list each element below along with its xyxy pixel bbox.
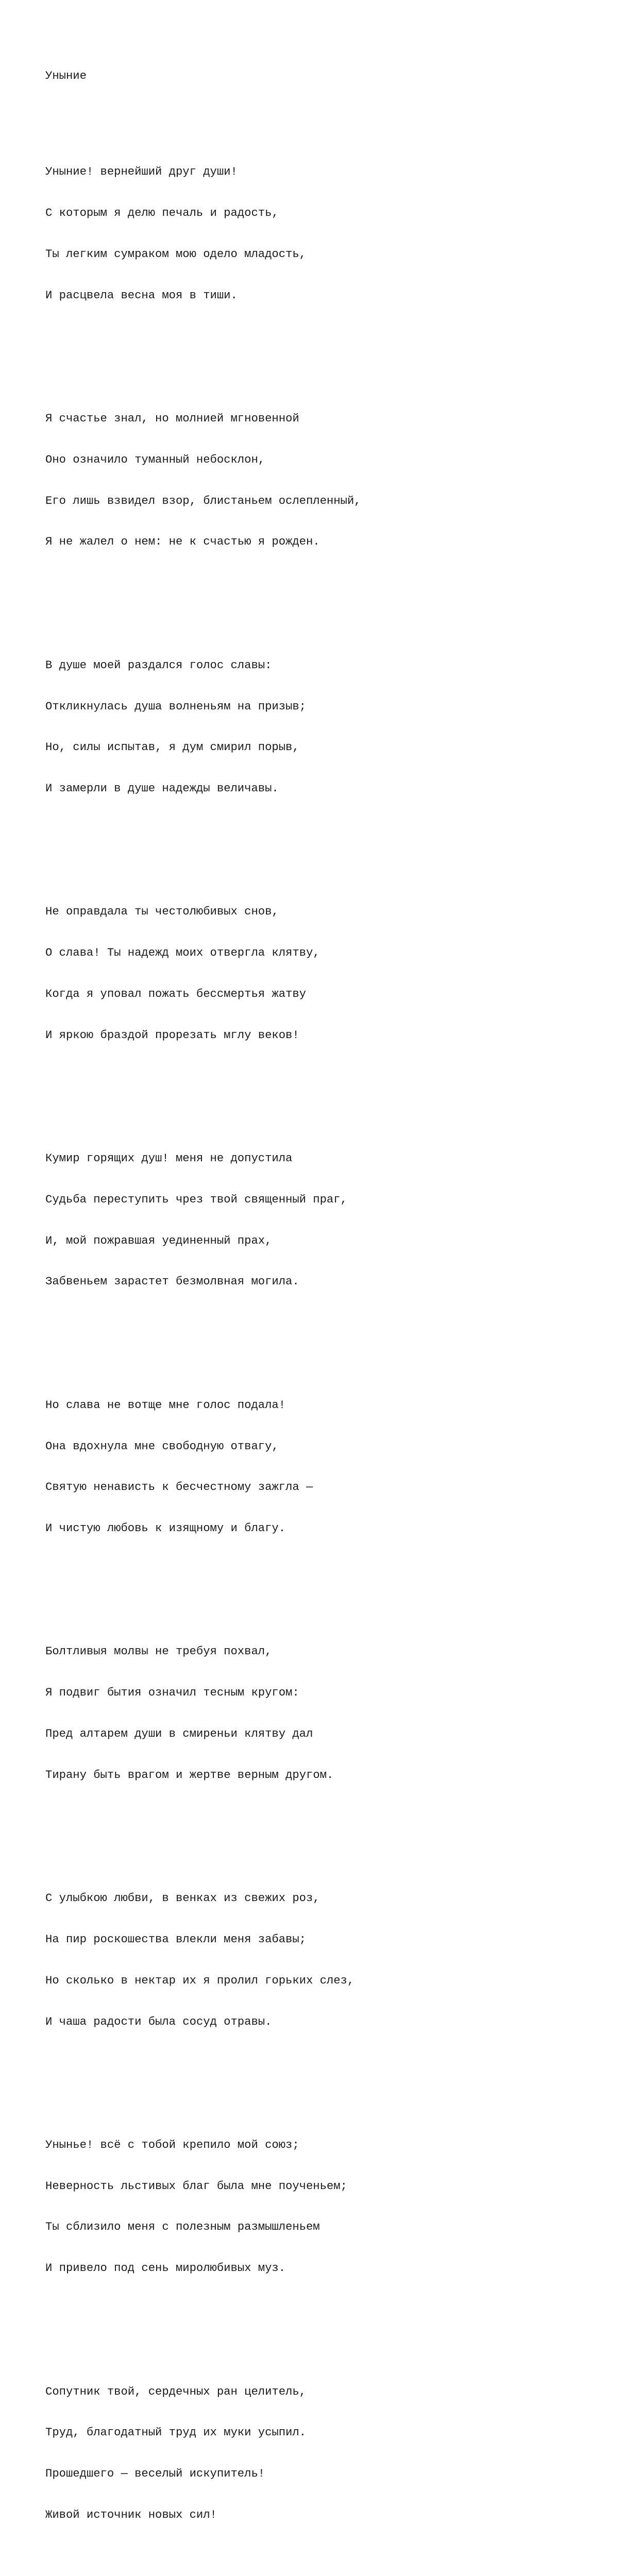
poem-line: Тирану быть врагом и жертве верным другом. (45, 1768, 334, 1782)
poem-line: Но сколько в нектар их я пролил горьких слез, (45, 1974, 355, 1987)
poem-line: И, мой пожравшая уединенный прах, (45, 1234, 272, 1247)
poem-line: Я не жалел о нем: не к счастью я рожден. (45, 535, 320, 549)
poem-line: В душе моей раздался голос славы: (45, 658, 272, 672)
stanza-9 (45, 2111, 361, 2303)
poem-line: Но, силы испытав, я дум смирил порыв, (45, 741, 299, 754)
stanza-6 (45, 1371, 361, 1563)
poem-line: Живой источник новых сил! (45, 2508, 217, 2521)
poem-line: Судьба переступить чрез твой священный праг, (45, 1193, 347, 1206)
poem-line: Святую ненависть к бесчестному зажгла — (45, 1481, 313, 1494)
stanza-10 (45, 2358, 361, 2549)
stanza-4 (45, 878, 361, 1070)
poem-line: Кумир горящих душ! меня не допустила (45, 1152, 293, 1165)
poem-line: Сопутник твой, сердечных ран целитель, (45, 2385, 306, 2398)
poem-text (45, 42, 361, 2576)
poem-line: Неверность льстивых благ была мне поученьем; (45, 2179, 347, 2193)
stanza-1 (45, 138, 361, 330)
poem-line: Забвеньем зарастет безмолвная могила. (45, 1275, 299, 1289)
stanza-2 (45, 385, 361, 577)
poem-line: Но слава не вотще мне голос подала! (45, 1398, 286, 1412)
poem-line: И замерли в душе надежды величавы. (45, 782, 279, 795)
poem-line: Я счастье знал, но молнией мгновенной (45, 412, 299, 426)
poem-line: С улыбкою любви, в венках из свежих роз, (45, 1892, 320, 1905)
poem-line: И яркою браздой прорезать мглу веков! (45, 1028, 299, 1042)
poem-line: Прошедшего — веселый искупитель! (45, 2467, 265, 2481)
stanza-5 (45, 1125, 361, 1316)
stanza-8 (45, 1865, 361, 2056)
poem-line: Я подвиг бытия означил тесным кругом: (45, 1686, 299, 1700)
poem-line: На пир роскошества влекли меня забавы; (45, 1933, 306, 1946)
poem-line: Не оправдала ты честолюбивых снов, (45, 905, 279, 919)
poem-line: Уныние! вернейший друг души! (45, 165, 238, 179)
poem-line: С которым я делю печаль и радость, (45, 207, 279, 220)
poem-line: И расцвела весна моя в тиши. (45, 289, 238, 302)
poem-line: Пред алтарем души в смиреньи клятву дал (45, 1727, 313, 1741)
poem-line: Оно означило туманный небосклон, (45, 453, 265, 466)
poem-line: О слава! Ты надежд моих отвергла клятву, (45, 946, 320, 960)
poem-line: И чистую любовь к изящному и благу. (45, 1522, 286, 1535)
poem-line: Труд, благодатный труд их муки усыпил. (45, 2426, 306, 2439)
poem-line: Откликнулась душа волненьям на призыв; (45, 700, 306, 713)
stanza-3 (45, 632, 361, 823)
poem-line: Ты сблизило меня с полезным размышленьем (45, 2221, 320, 2234)
poem-line: Унынье! всё с тобой крепило мой союз; (45, 2138, 299, 2151)
poem-line: Она вдохнула мне свободную отвагу, (45, 1439, 279, 1453)
poem-line: И привело под сень миролюбивых муз. (45, 2262, 286, 2275)
poem-title: Уныние (45, 70, 87, 83)
stanza-7 (45, 1618, 361, 1809)
poem-line: Болтливыя молвы не требуя похвал, (45, 1645, 272, 1658)
poem-line: Его лишь взвидел взор, блистаньем ослепленный, (45, 494, 361, 507)
poem-line: И чаша радости была сосуд отравы. (45, 2015, 272, 2028)
poem-line: Когда я уповал пожать бессмертья жатву (45, 987, 306, 1001)
poem-line: Ты легким сумраком мою одело младость, (45, 247, 306, 261)
